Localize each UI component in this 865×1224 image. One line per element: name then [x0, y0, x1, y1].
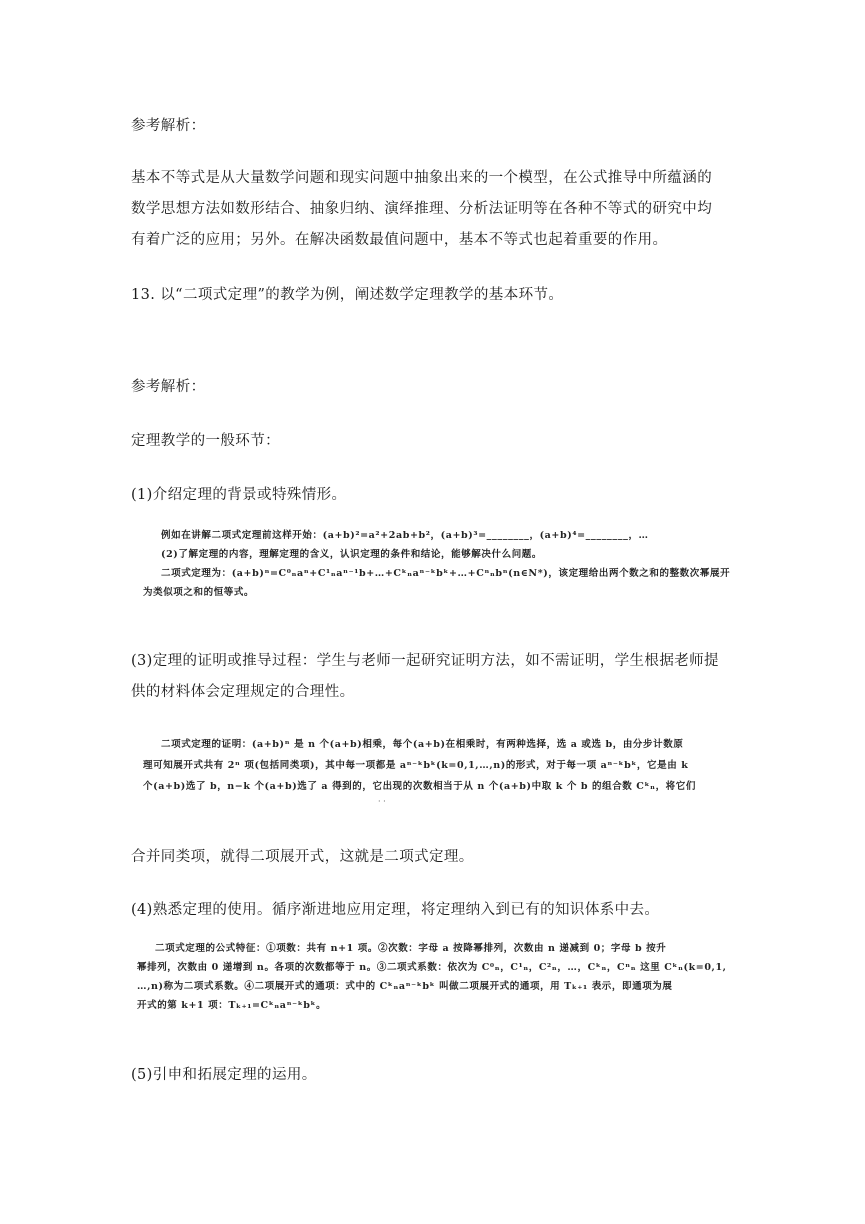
question-13: 13. 以“二项式定理”的教学为例，阐述数学定理教学的基本环节。 — [131, 287, 564, 303]
scan-line: 二项式定理的证明：(a+b)ⁿ 是 n 个(a+b)相乘，每个(a+b)在相乘时，有两种选择，选 a 或选 b，由分步计数原 — [161, 739, 684, 750]
scan-line: 幂排列，次数由 0 递增到 n。各项的次数都等于 n。③二项式系数：依次为 C⁰ₙ，C¹ₙ，C²ₙ，…，Cᵏₙ，Cⁿₙ 这里 Cᵏₙ(k=0,1, — [137, 962, 727, 973]
reference-heading-1: 参考解析： — [131, 118, 206, 134]
scan-line: 为类似项之和的恒等式。 — [143, 587, 255, 598]
paragraph-line: 有着广泛的应用；另外。在解决函数最值问题中，基本不等式也起着重要的作用。 — [131, 232, 668, 248]
scan-line: 二项式定理为：(a+b)ⁿ=C⁰ₙaⁿ+C¹ₙaⁿ⁻¹b+…+Cᵏₙaⁿ⁻ᵏbᵏ+…+Cⁿₙbⁿ(n∈N*)，该定理给出两个数之和的整数次幂展开 — [161, 568, 731, 579]
paragraph-line: 数学思想方法如数形结合、抽象归纳、演绎推理、分析法证明等在各种不等式的研究中均 — [131, 201, 713, 217]
scanned-excerpt-3 — [137, 939, 727, 1015]
step-3-line: (3)定理的证明或推导过程：学生与老师一起研究证明方法，如不需证明，学生根据老师提 — [131, 653, 719, 669]
paragraph-line: 基本不等式是从大量数学问题和现实问题中抽象出来的一个模型，在公式推导中所蕴涵的 — [131, 170, 713, 186]
scan-line: 开式的第 k+1 项：Tₖ₊₁=Cᵏₙaⁿ⁻ᵏbᵏ。 — [137, 1000, 327, 1011]
reference-heading-2: 参考解析： — [131, 379, 206, 395]
scan-line: 例如在讲解二项式定理前这样开始：(a+b)²=a²+2ab+b²，(a+b)³=________，(a+b)⁴=________，… — [161, 530, 649, 541]
merge-sentence: 合并同类项，就得二项展开式，这就是二项式定理。 — [131, 849, 474, 865]
general-steps-heading: 定理教学的一般环节： — [131, 433, 280, 449]
scan-line: 二项式定理的公式特征：①项数：共有 n+1 项。②次数：字母 a 按降幂排列，次数由 n 递减到 0；字母 b 按升 — [155, 943, 667, 954]
scan-line: (2)了解定理的内容，理解定理的含义，认识定理的条件和结论，能够解决什么问题。 — [161, 549, 543, 560]
scan-line: …,n)称为二项式系数。④二项展开式的通项：式中的 Cᵏₙaⁿ⁻ᵏbᵏ 叫做二项展开式的通项，用 Tₖ₊₁ 表示，即通项为展 — [137, 981, 673, 992]
scan-line: 理可知展开式共有 2ⁿ 项(包括同类项)，其中每一项都是 aⁿ⁻ᵏbᵏ(k=0,1,…,n)的形式，对于每一项 aⁿ⁻ᵏbᵏ，它是由 k — [143, 760, 689, 771]
scan-line: 个(a+b)选了 b，n−k 个(a+b)选了 a 得到的，它出现的次数相当于从 n 个(a+b)中取 k 个 b 的组合数 Cᵏₙ，将它们 — [143, 781, 696, 792]
step-5: (5)引申和拓展定理的运用。 — [131, 1067, 317, 1083]
step-1: (1)介绍定理的背景或特殊情形。 — [131, 487, 347, 503]
scan-artifact: · · — [378, 797, 386, 806]
scanned-excerpt-2 — [143, 734, 709, 797]
step-4: (4)熟悉定理的使用。循序渐进地应用定理，将定理纳入到已有的知识体系中去。 — [131, 902, 660, 918]
scanned-excerpt-1 — [143, 526, 731, 602]
step-3-line: 供的材料体会定理规定的合理性。 — [131, 684, 355, 700]
